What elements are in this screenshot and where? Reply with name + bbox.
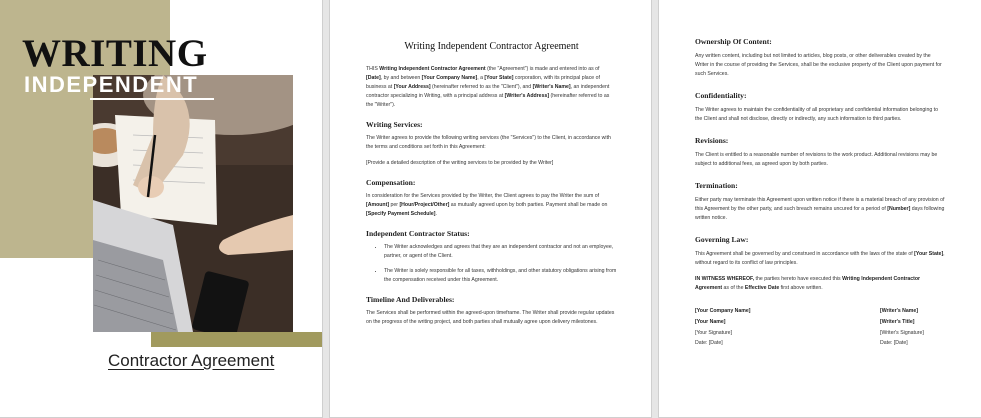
- witness-paragraph: IN WITNESS WHEREOF, the parties hereto have executed this Writing Independent Contractor Agreement as of the Effective Date first above written.: [695, 275, 921, 291]
- ownership-paragraph: Any written content, including but not limited to articles, blog posts, or other deliverables created by the Writer in the course of providing the Services, shall be the exclusive property of the Client upon payment for such Services.: [695, 53, 942, 77]
- cover-subtitle: Contractor Agreement: [108, 351, 275, 370]
- list-item: • The Writer acknowledges and agrees that they are an independent contractor and not an employee, partner, or agent of the Client.: [384, 243, 617, 261]
- section-heading-ownership: Ownership Of Content:: [695, 37, 772, 46]
- client-signature-column: [695, 307, 810, 351]
- writer-title: [Writer's Title]: [880, 318, 915, 325]
- writing-services-placeholder: [Provide a detailed description of the writing services to be provided by the Writer]: [366, 159, 554, 166]
- timeline-paragraph: The Services shall be performed within the agreed-upon timeframe. The Writer shall provide regular updates on the progress of the writing project, and both parties shall mutually agree upon delivery milestones.: [366, 309, 615, 325]
- section-heading-termination: Termination:: [695, 180, 738, 190]
- cover-accent-bar: [151, 332, 322, 347]
- writer-name: [Writer's Name]: [880, 307, 919, 314]
- document-body-1: [366, 38, 617, 334]
- client-signature: [Your Signature]: [695, 329, 733, 336]
- confidentiality-paragraph: The Writer agrees to maintain the confidentiality of all proprietary and confidential information belonging to the Client and shall not disclose, directly or indirectly, any such information to third parties.: [695, 107, 938, 122]
- compensation-paragraph: In consideration for the Services provided by the Writer, the Client agrees to pay the Writer the sum of [Amount] per [Hour/Project/Other] as mutually agreed upon by both parties. Payment shall be made on [Specify Payment Schedule].: [366, 192, 608, 217]
- client-company-name: [Your Company Name]: [695, 307, 751, 314]
- section-heading-compensation: Compensation:: [366, 177, 416, 187]
- writing-services-paragraph: The Writer agrees to provide the following writing services (the "Services") to the Client, in accordance with the terms and conditions set forth in this Agreement:: [366, 134, 611, 150]
- writer-signature: [Writer's Signature]: [880, 329, 924, 336]
- section-heading-writing-services: Writing Services:: [366, 119, 423, 129]
- cover-title-line1: WRITING: [22, 32, 208, 75]
- document-body-2: [695, 37, 945, 350]
- cover-title-underline: [90, 98, 214, 100]
- client-date: Date: [Date]: [695, 340, 723, 347]
- document-page-2: [659, 0, 981, 417]
- section-heading-contractor-status: Independent Contractor Status:: [366, 228, 470, 238]
- revisions-paragraph: The Client is entitled to a reasonable number of revisions to the work product. Additional revisions may be subject to additional fees, as agreed upon by both parties.: [695, 152, 938, 167]
- section-heading-revisions: Revisions:: [695, 135, 729, 145]
- section-heading-confidentiality: Confidentiality:: [695, 90, 747, 100]
- document-page-1: [330, 0, 651, 417]
- cover-title-line2: INDEPENDENT: [24, 72, 199, 97]
- governing-law-paragraph: This Agreement shall be governed by and construed in accordance with the laws of the state of [Your State], without regard to its conflict of law principles.: [695, 250, 945, 266]
- document-title: Writing Independent Contractor Agreement: [404, 41, 579, 52]
- contractor-status-list: [366, 243, 617, 285]
- writer-date: Date: [Date]: [880, 340, 908, 347]
- cover-page: [0, 0, 322, 417]
- writer-signature-column: [880, 307, 945, 351]
- termination-paragraph: Either party may terminate this Agreement upon written notice if there is a material breach of any provision of this Agreement by the other party, and such breach remains uncured for a period of [Number] days following written notice.: [695, 197, 945, 221]
- list-item: • The Writer is solely responsible for all taxes, withholdings, and other statutory obligations arising from the compensation received under this Agreement.: [384, 267, 617, 285]
- intro-paragraph: THIS Writing Independent Contractor Agreement (the "Agreement") is made and entered into as of [Date], by and between [Your Company Name], a [Your State] corporation, with its principal place of business at [Your Address] (hereinafter referred to as the "Client"), and [Writer's Name], an independent contractor specializing in Writing, with a principal address at [Writer's Address] (hereinafter referred to as the "Writer").: [366, 66, 610, 108]
- client-name: [Your Name]: [695, 318, 726, 325]
- signature-block: [695, 307, 945, 351]
- section-heading-governing-law: Governing Law:: [695, 234, 749, 244]
- cover-photo: [93, 75, 293, 332]
- section-heading-timeline: Timeline And Deliverables:: [366, 294, 455, 304]
